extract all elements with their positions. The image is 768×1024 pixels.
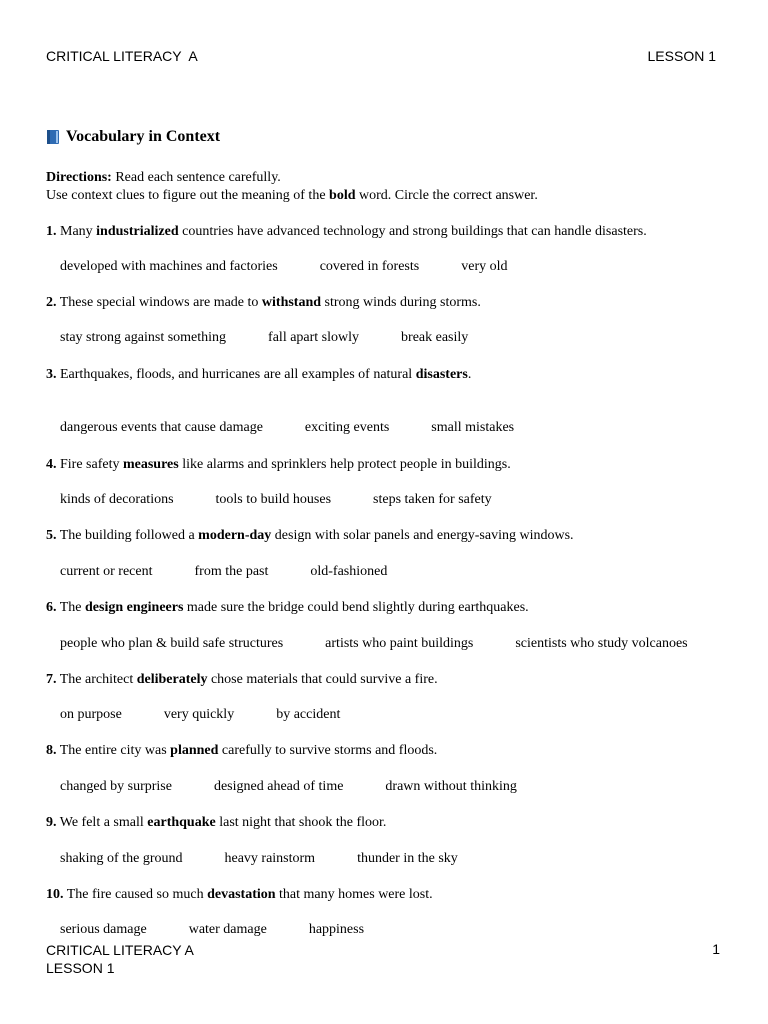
- vocab-word: earthquake: [147, 815, 216, 830]
- page-header-left: CRITICAL LITERACY A: [46, 48, 198, 64]
- vocab-word: withstand: [261, 295, 322, 310]
- page-number: 1: [712, 941, 720, 957]
- answer-choice[interactable]: developed with machines and factories: [60, 259, 278, 274]
- answer-choices-8: [60, 779, 517, 795]
- question-text-pre: Fire safety: [60, 457, 123, 472]
- question-text-post: .: [467, 367, 472, 382]
- answer-choices-9: [60, 851, 458, 867]
- answer-choice[interactable]: on purpose: [60, 707, 122, 722]
- answer-choice[interactable]: kinds of decorations: [60, 492, 174, 507]
- answer-choices-4: [60, 492, 492, 508]
- answer-choice[interactable]: designed ahead of time: [213, 779, 344, 794]
- question-4: [46, 457, 511, 473]
- vocab-word: modern-day: [198, 528, 272, 543]
- vocab-word: industrialized: [96, 224, 179, 239]
- answer-choice[interactable]: shaking of the ground: [60, 851, 183, 866]
- question-1: [46, 224, 647, 240]
- directions-line2-post: word. Circle the correct answer.: [355, 188, 538, 203]
- answer-choice[interactable]: thunder in the sky: [357, 851, 458, 866]
- question-number: 5.: [46, 528, 57, 543]
- question-2: [46, 295, 481, 311]
- answer-choice[interactable]: heavy rainstorm: [224, 851, 316, 866]
- vocab-word: planned: [170, 743, 219, 758]
- question-6: [46, 600, 529, 616]
- answer-choices-2: [60, 330, 468, 346]
- vocab-word: deliberately: [136, 672, 208, 687]
- question-text-pre: The architect: [59, 672, 137, 687]
- question-text-pre: The: [59, 600, 86, 615]
- question-number: 7.: [46, 672, 57, 687]
- question-9: [46, 815, 386, 831]
- question-7: [46, 672, 438, 688]
- answer-choice[interactable]: break easily: [401, 330, 469, 345]
- answer-choice[interactable]: drawn without thinking: [385, 779, 517, 794]
- directions-line2-bold: bold: [329, 188, 356, 203]
- answer-choices-10: [60, 922, 364, 938]
- question-text-pre: Earthquakes, floods, and hurricanes are all examples of natural: [60, 367, 416, 382]
- question-text-post: that many homes were lost.: [275, 887, 433, 902]
- question-text-pre: These special windows are made to: [59, 295, 262, 310]
- answer-choice[interactable]: happiness: [308, 922, 365, 937]
- answer-choices-6: [60, 636, 688, 652]
- answer-choices-7: [60, 707, 340, 723]
- footer-line2: LESSON 1: [46, 960, 115, 976]
- question-5: [46, 528, 574, 544]
- question-number: 6.: [46, 600, 57, 615]
- vocab-word: disasters: [415, 367, 468, 382]
- answer-choices-1: [60, 259, 508, 275]
- question-text-post: strong winds during storms.: [321, 295, 481, 310]
- question-text-post: design with solar panels and energy-saving windows.: [271, 528, 574, 543]
- question-number: 2.: [46, 295, 57, 310]
- page-footer-left: [46, 941, 194, 977]
- answer-choice[interactable]: tools to build houses: [215, 492, 332, 507]
- vocab-word: devastation: [207, 887, 276, 902]
- answer-choice[interactable]: fall apart slowly: [268, 330, 360, 345]
- answer-choice[interactable]: serious damage: [60, 922, 147, 937]
- question-number: 8.: [46, 743, 57, 758]
- question-text-post: like alarms and sprinklers help protect people in buildings.: [178, 457, 511, 472]
- answer-choice[interactable]: very old: [461, 259, 508, 274]
- answer-choice[interactable]: stay strong against something: [60, 330, 227, 345]
- answer-choice[interactable]: steps taken for safety: [373, 492, 492, 507]
- question-text-post: last night that shook the floor.: [215, 815, 387, 830]
- directions: [46, 169, 538, 205]
- directions-line2-pre: Use context clues to figure out the meaning of the: [46, 188, 330, 203]
- question-text-post: chose materials that could survive a fire.: [207, 672, 438, 687]
- answer-choice[interactable]: by accident: [276, 707, 341, 722]
- question-text-post: carefully to survive storms and floods.: [218, 743, 438, 758]
- question-10: [46, 887, 433, 903]
- answer-choice[interactable]: dangerous events that cause damage: [60, 420, 263, 435]
- section-title-text: Vocabulary in Context: [66, 128, 221, 145]
- footer-line1: CRITICAL LITERACY A: [46, 942, 194, 958]
- answer-choice[interactable]: from the past: [194, 564, 269, 579]
- question-text-pre: The building followed a: [59, 528, 199, 543]
- question-number: 3.: [46, 367, 57, 382]
- answer-choice[interactable]: changed by surprise: [60, 779, 172, 794]
- page-header-right: LESSON 1: [647, 48, 716, 64]
- question-text-pre: Many: [60, 224, 97, 239]
- answer-choice[interactable]: scientists who study volcanoes: [515, 636, 688, 651]
- directions-label: Directions:: [46, 170, 112, 185]
- question-text-post: made sure the bridge could bend slightly during earthquakes.: [183, 600, 529, 615]
- question-text-pre: The fire caused so much: [66, 887, 208, 902]
- section-title: [46, 128, 220, 146]
- question-number: 4.: [46, 457, 57, 472]
- answer-choice[interactable]: water damage: [188, 922, 267, 937]
- question-number: 1.: [46, 224, 57, 239]
- answer-choice[interactable]: current or recent: [60, 564, 153, 579]
- question-number: 9.: [46, 815, 57, 830]
- question-number: 10.: [46, 887, 64, 902]
- answer-choice[interactable]: small mistakes: [431, 420, 515, 435]
- question-text-post: countries have advanced technology and strong buildings that can handle disasters.: [178, 224, 647, 239]
- answer-choice[interactable]: artists who paint buildings: [325, 636, 474, 651]
- directions-line1: Read each sentence carefully.: [115, 170, 281, 185]
- answer-choices-3: [60, 420, 514, 436]
- answer-choice[interactable]: people who plan & build safe structures: [60, 636, 284, 651]
- question-text-pre: The entire city was: [59, 743, 171, 758]
- vocab-word: measures: [122, 457, 179, 472]
- question-8: [46, 743, 437, 759]
- answer-choice[interactable]: exciting events: [304, 420, 390, 435]
- answer-choice[interactable]: old-fashioned: [310, 564, 388, 579]
- book-icon: [46, 129, 60, 145]
- question-text-pre: We felt a small: [59, 815, 148, 830]
- vocab-word: design engineers: [85, 600, 184, 615]
- answer-choices-5: [60, 564, 387, 580]
- question-3: [46, 367, 471, 383]
- answer-choice[interactable]: covered in forests: [319, 259, 420, 274]
- answer-choice[interactable]: very quickly: [163, 707, 235, 722]
